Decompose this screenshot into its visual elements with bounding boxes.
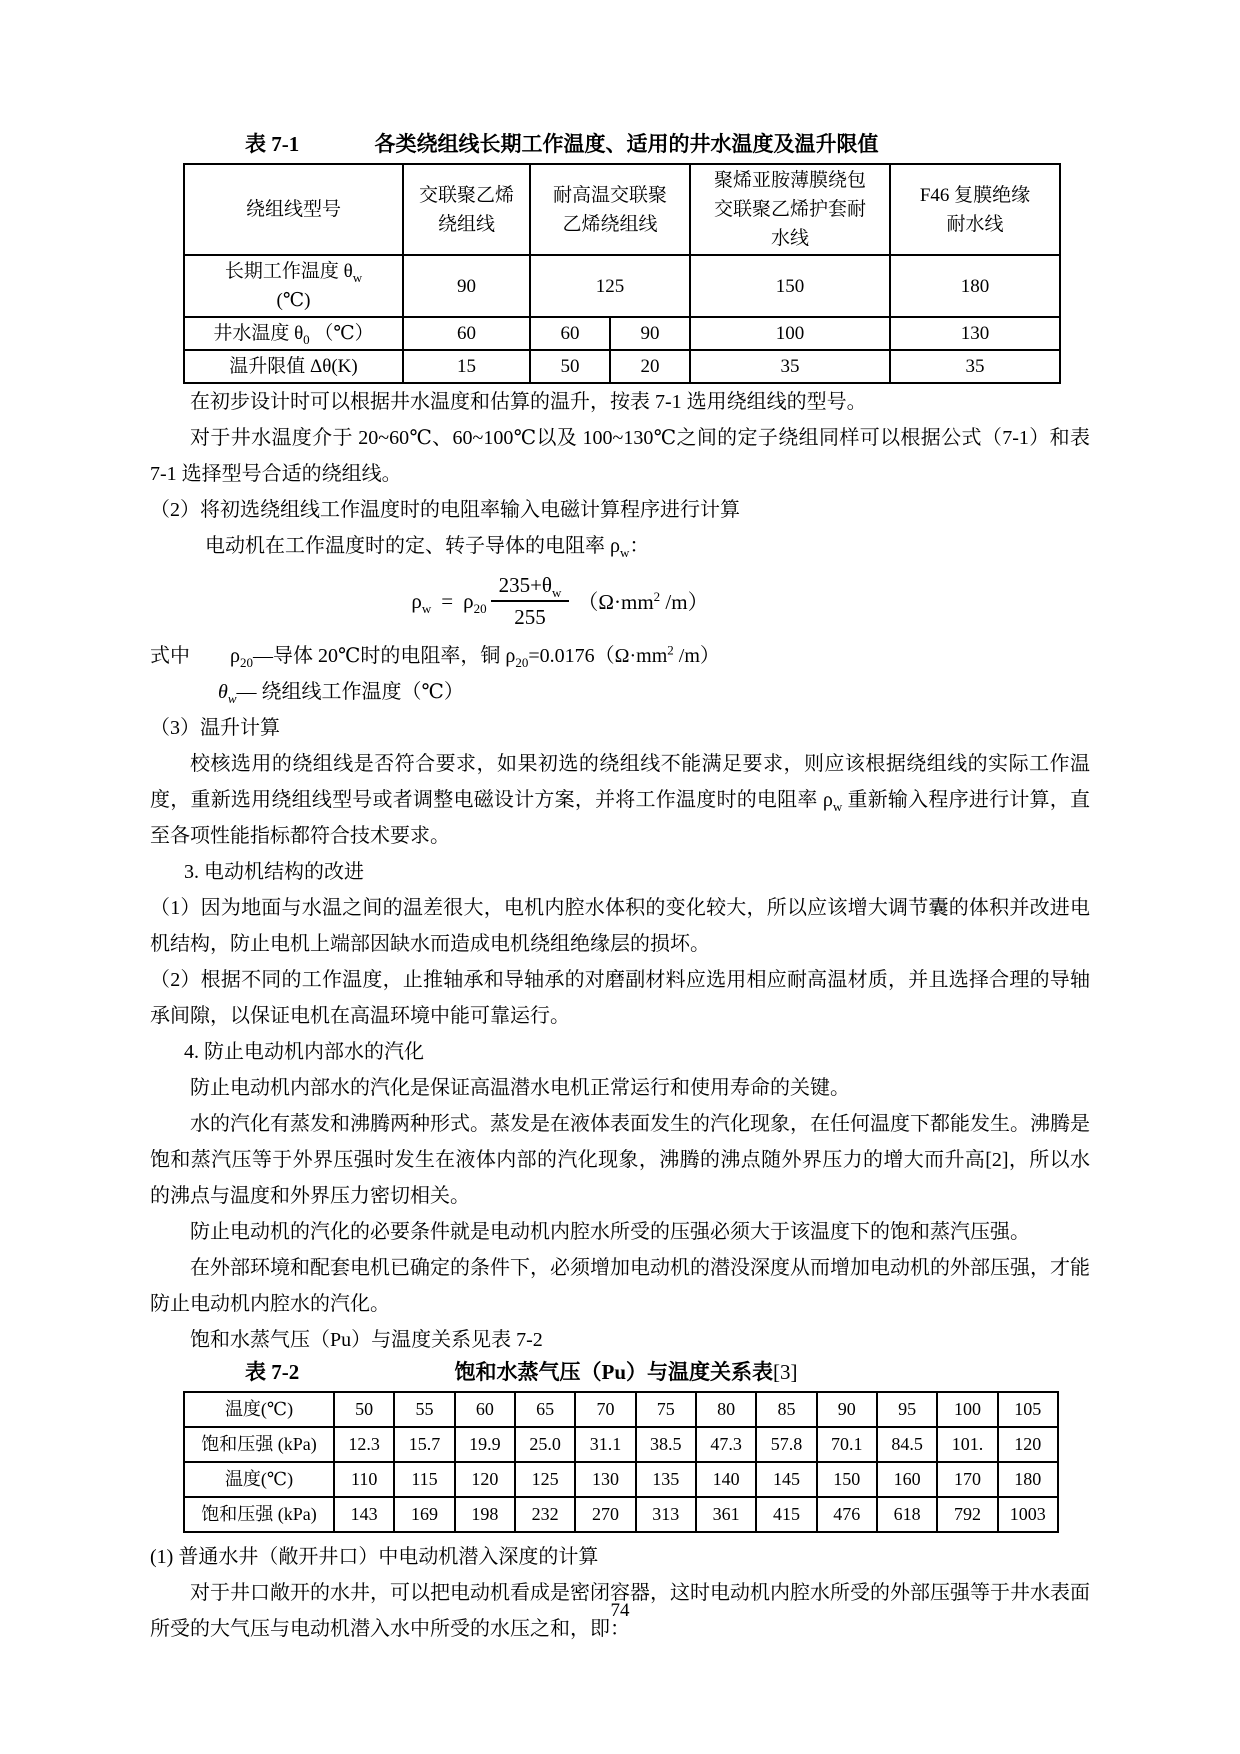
table-cell: 65 <box>515 1392 575 1427</box>
superscript: 2 <box>667 642 674 658</box>
table-row <box>184 1427 1058 1462</box>
subscript: w <box>832 799 843 814</box>
paragraph-step2-heading: （2）将初选绕组线工作温度时的电阻率输入电磁计算程序进行计算 <box>150 499 740 521</box>
table-cell: 125 <box>530 255 690 317</box>
table-cell: 120 <box>455 1462 515 1497</box>
text-segment: 饱和水蒸气压（Pu）与温度关系表 <box>454 1360 774 1384</box>
table-cell: 47.3 <box>696 1427 756 1462</box>
rho-symbol: ρ <box>411 588 422 613</box>
table-cell: 70 <box>575 1392 635 1427</box>
table-cell: 476 <box>817 1497 877 1532</box>
table-cell: 57.8 <box>756 1427 816 1462</box>
table-row <box>184 1497 1058 1532</box>
table-cell: 70.1 <box>817 1427 877 1462</box>
text-segment: /m） <box>660 590 709 614</box>
table-cell: 618 <box>877 1497 937 1532</box>
fraction-numerator <box>491 573 570 602</box>
table-cell: 12.3 <box>334 1427 394 1462</box>
text-segment: （Ω·mm <box>577 590 654 614</box>
page-number: 74 <box>610 1600 630 1621</box>
paragraph-open-well-heading: (1) 普通水井（敞开井口）中电动机潜入深度的计算 <box>150 1546 599 1568</box>
table-cell: 90 <box>610 317 690 350</box>
table-row <box>184 350 1060 383</box>
paragraph-vaporization-forms: 水的汽化有蒸发和沸腾两种形式。蒸发是在液体表面发生的汽化现象，在任何温度下都能发生。沸腾是饱和蒸汽压等于外界压强时发生在液体内部的汽化现象，沸腾的沸点随外界压力的增大而升高[2]，所以水的沸点与温度和外界压力密切相关。 <box>150 1113 1090 1207</box>
table-7-2-caption <box>150 1358 1090 1386</box>
table-cell: 115 <box>394 1462 454 1497</box>
table-cell: 150 <box>817 1462 877 1497</box>
table-7-1 <box>183 163 1061 384</box>
text-segment: ： <box>629 535 650 557</box>
table-cell: 38.5 <box>636 1427 696 1462</box>
row-label-temperature: 温度(℃) <box>184 1392 334 1427</box>
subscript: 0 <box>303 331 310 347</box>
fraction <box>491 573 570 629</box>
row-label-unit: （℃） <box>309 323 374 344</box>
table-row <box>184 255 1060 317</box>
subscript: w <box>352 269 363 285</box>
heading-section-3: 3. 电动机结构的改进 <box>184 861 364 883</box>
formula-unit <box>577 586 708 616</box>
table-cell: 415 <box>756 1497 816 1532</box>
text-segment: 重新输入程序进行计算，直至各项性能指标都符合技术要求。 <box>150 789 1091 847</box>
paragraph-design-note: 在初步设计时可以根据井水温度和估算的温升，按表 7-1 选用绕组线的型号。 <box>190 391 867 413</box>
text-segment: —导体 20℃时的电阻率，铜 ρ <box>252 645 516 667</box>
table-cell: 20 <box>610 350 690 383</box>
header-cell-pi-film: 聚烯亚胺薄膜绕包交联聚乙烯护套耐水线 <box>690 164 890 255</box>
table-cell: 75 <box>636 1392 696 1427</box>
table-cell: 100 <box>690 317 890 350</box>
paragraph-vaporization-condition: 防止电动机的汽化的必要条件就是电动机内腔水所受的压强必须大于该温度下的饱和蒸汽压强。 <box>190 1221 1030 1243</box>
paragraph-step3-heading: （3）温升计算 <box>150 717 280 739</box>
reference-marker: [3] <box>773 1360 798 1384</box>
table-7-1-caption <box>150 130 1090 158</box>
table-7-2 <box>183 1391 1059 1533</box>
table-cell: 35 <box>690 350 890 383</box>
row-label-text: 长期工作温度 θ <box>224 261 353 282</box>
row-label-rise-limit: 温升限值 Δθ(K) <box>184 350 403 383</box>
table-cell: 140 <box>696 1462 756 1497</box>
table-cell: 180 <box>890 255 1060 317</box>
table-cell: 180 <box>998 1462 1058 1497</box>
table-cell: 143 <box>334 1497 394 1532</box>
table-cell: 60 <box>530 317 610 350</box>
table-7-1-caption-label: 表 7-1 <box>245 132 300 156</box>
table-cell: 60 <box>403 317 530 350</box>
subscript: w <box>619 545 630 560</box>
text-segment: 校核选用的绕组线是否符合要求，如果初选的绕组线不能满足要求，则应该根据绕组线的实际工作温度，重新选用绕组线型号或者调整电磁设计方案，并将工作温度时的电阻率 ρ <box>150 753 1090 811</box>
subscript: 20 <box>473 600 487 616</box>
table-cell: 15 <box>403 350 530 383</box>
row-label-saturation-pressure: 饱和压强 (kPa) <box>184 1427 334 1462</box>
table-7-1-caption-title: 各类绕组线长期工作温度、适用的井水温度及温升限值 <box>374 132 879 156</box>
table-cell: 105 <box>998 1392 1058 1427</box>
subscript: w <box>421 600 432 616</box>
table-cell: 270 <box>575 1497 635 1532</box>
rho-symbol: ρ <box>230 645 240 667</box>
table-cell: 85 <box>756 1392 816 1427</box>
formula-coefficient <box>463 589 486 614</box>
subscript: w <box>227 691 237 706</box>
table-7-2-caption-title <box>455 1360 798 1384</box>
table-cell: 169 <box>394 1497 454 1532</box>
formula-lhs <box>411 589 431 614</box>
table-row <box>184 1462 1058 1497</box>
text-segment: /m） <box>673 645 720 667</box>
superscript: 2 <box>653 589 661 604</box>
table-cell: 792 <box>937 1497 997 1532</box>
table-cell: 130 <box>575 1462 635 1497</box>
paragraph-verify <box>150 746 1090 854</box>
table-cell: 50 <box>334 1392 394 1427</box>
table-cell: 125 <box>515 1462 575 1497</box>
text-segment: — 绕组线工作温度（℃） <box>236 681 464 703</box>
equals-sign: = <box>441 588 454 613</box>
row-label-work-temp <box>184 255 403 317</box>
header-cell-f46: F46 复膜绝缘耐水线 <box>890 164 1060 255</box>
paragraph-open-well-body: 对于井口敞开的水井，可以把电动机看成是密闭容器，这时电动机内腔水所受的外部压强等于井水表面所受的大气压与电动机潜入水中所受的水压之和，即： <box>150 1582 1090 1640</box>
table-cell: 361 <box>696 1497 756 1532</box>
table-cell: 135 <box>636 1462 696 1497</box>
rho20-definition <box>230 642 720 670</box>
table-cell: 170 <box>937 1462 997 1497</box>
paragraph-resistivity-intro <box>150 528 1090 564</box>
table-cell: 313 <box>636 1497 696 1532</box>
table-cell: 150 <box>690 255 890 317</box>
subscript: 20 <box>239 655 253 670</box>
paragraph-see-table-7-2: 饱和水蒸气压（Pu）与温度关系见表 7-2 <box>190 1329 543 1351</box>
table-cell: 55 <box>394 1392 454 1427</box>
row-label-saturation-pressure: 饱和压强 (kPa) <box>184 1497 334 1532</box>
table-cell: 145 <box>756 1462 816 1497</box>
table-cell: 160 <box>877 1462 937 1497</box>
formula-where-line-1 <box>150 638 1090 674</box>
fraction-denominator: 255 <box>514 605 546 629</box>
rho-symbol: ρ <box>463 588 474 613</box>
paragraph-temp-ranges: 对于井水温度介于 20~60℃、60~100℃以及 100~130℃之间的定子绕组同样可以根据公式（7-1）和表 7-1 选择型号合适的绕组线。 <box>150 427 1090 485</box>
table-cell: 130 <box>890 317 1060 350</box>
table-row <box>184 317 1060 350</box>
text-segment: =0.0176（Ω·mm <box>528 645 668 667</box>
table-cell: 90 <box>817 1392 877 1427</box>
table-row <box>184 1392 1058 1427</box>
table-cell: 232 <box>515 1497 575 1532</box>
header-cell-xlpe: 交联聚乙烯绕组线 <box>403 164 530 255</box>
table-cell: 101. <box>937 1427 997 1462</box>
table-cell: 50 <box>530 350 610 383</box>
table-cell: 100 <box>937 1392 997 1427</box>
table-cell: 60 <box>455 1392 515 1427</box>
row-label-text: 井水温度 θ <box>213 323 304 344</box>
header-cell-ht-xlpe: 耐高温交联聚乙烯绕组线 <box>530 164 690 255</box>
table-cell: 110 <box>334 1462 394 1497</box>
table-cell: 15.7 <box>394 1427 454 1462</box>
heading-section-4: 4. 防止电动机内部水的汽化 <box>184 1041 424 1063</box>
table-cell: 19.9 <box>455 1427 515 1462</box>
table-cell: 35 <box>890 350 1060 383</box>
row-label-temperature: 温度(℃) <box>184 1462 334 1497</box>
table-cell: 1003 <box>998 1497 1058 1532</box>
table-cell: 84.5 <box>877 1427 937 1462</box>
table-cell: 25.0 <box>515 1427 575 1462</box>
text-segment: 电动机在工作温度时的定、转子导体的电阻率 ρ <box>205 535 620 557</box>
theta-w-symbol <box>218 681 237 706</box>
header-cell-model: 绕组线型号 <box>184 164 403 255</box>
table-cell: 120 <box>998 1427 1058 1462</box>
table-cell: 80 <box>696 1392 756 1427</box>
theta-symbol: θ <box>218 681 228 703</box>
paragraph-structure-2: （2）根据不同的工作温度，止推轴承和导轴承的对磨副材料应选用相应耐高温材质，并且选择合理的导轴承间隙，以保证电机在高温环境中能可靠运行。 <box>150 969 1090 1027</box>
table-7-2-caption-label: 表 7-2 <box>245 1360 300 1384</box>
text-segment: 235+θ <box>498 573 552 597</box>
subscript: w <box>552 585 562 601</box>
table-cell: 95 <box>877 1392 937 1427</box>
paragraph-submersion-depth: 在外部环境和配套电机已确定的条件下，必须增加电动机的潜没深度从而增加电动机的外部压强，才能防止电动机内腔水的汽化。 <box>150 1257 1090 1315</box>
table-row <box>184 164 1060 255</box>
formula-where-line-2 <box>150 674 1090 710</box>
table-cell: 198 <box>455 1497 515 1532</box>
resistivity-formula <box>150 568 970 634</box>
table-cell: 90 <box>403 255 530 317</box>
paragraph-vaporization-key: 防止电动机内部水的汽化是保证高温潜水电机正常运行和使用寿命的关键。 <box>190 1077 850 1099</box>
table-cell: 31.1 <box>575 1427 635 1462</box>
where-label: 式中 <box>150 645 190 667</box>
row-label-well-temp <box>184 317 403 350</box>
subscript: 20 <box>515 655 529 670</box>
paragraph-structure-1: （1）因为地面与水温之间的温差很大，电机内腔水体积的变化较大，所以应该增大调节囊的体积并改进电机结构，防止电机上端部因缺水而造成电机绕组绝缘层的损坏。 <box>150 897 1090 955</box>
row-label-unit: (℃) <box>276 290 311 311</box>
